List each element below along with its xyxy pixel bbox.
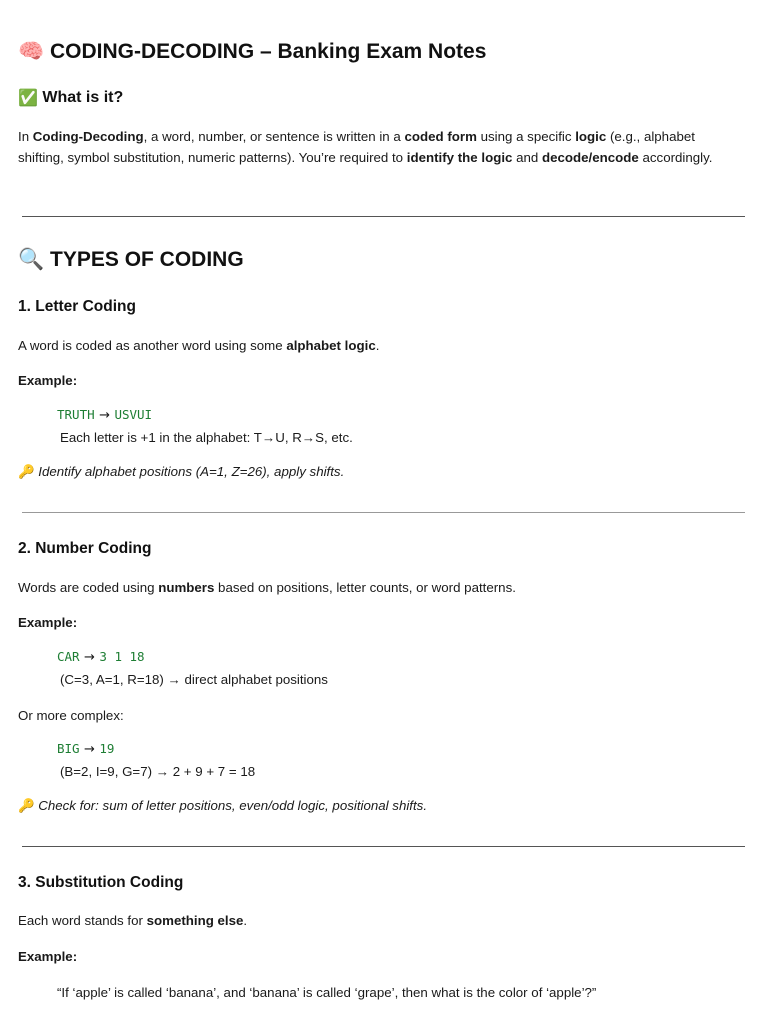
- tip-text: Identify alphabet positions (A=1, Z=26), apply shifts.: [38, 464, 345, 479]
- code-output: 19: [99, 741, 115, 756]
- code-example: [57, 406, 152, 424]
- code-example: [57, 740, 114, 758]
- brain-icon: 🧠: [18, 40, 45, 64]
- example-label: [18, 946, 77, 967]
- example-label-text: Example:: [18, 373, 78, 388]
- paragraph-bold-run: Coding-Decoding: [32, 129, 144, 144]
- what-heading: [18, 88, 123, 108]
- code-output: 3 1 18: [99, 649, 145, 664]
- arrow-icon: →: [99, 408, 110, 423]
- paragraph-text-run: and: [512, 150, 542, 165]
- intro-text: Words are coded using: [18, 580, 159, 595]
- code-explanation: Each letter is +1 in the alphabet: T→U, R→S, etc.: [60, 430, 353, 445]
- intro-bold: numbers: [158, 580, 215, 595]
- letter-coding-heading: 1. Letter Coding: [18, 298, 136, 315]
- code-explanation: (B=2, I=9, G=7) → 2 + 9 + 7 = 18: [60, 764, 256, 779]
- paragraph-text-run: using a specific: [476, 129, 576, 144]
- code-input: CAR: [57, 649, 80, 664]
- code-example: [57, 648, 145, 666]
- paragraph-text-run: (e.g., alphabet shifting, symbol substitution, numeric patterns). You’re required to: [18, 129, 695, 165]
- magnifier-icon: 🔍: [18, 248, 45, 272]
- example-label-text: Example:: [18, 615, 78, 630]
- page-title-text: CODING-DECODING – Banking Exam Notes: [50, 40, 487, 63]
- example-quote: “If ‘apple’ is called ‘banana’, and ‘banana’ is called ‘grape’, then what is the color of ‘apple’?”: [57, 985, 597, 1000]
- paragraph-bold-run: identify the logic: [406, 150, 513, 165]
- paragraph-text-run: , a word, number, or sentence is written in a: [143, 129, 405, 144]
- arrow-icon: →: [84, 742, 95, 757]
- example-label: [18, 612, 77, 633]
- intro-bold: something else: [146, 913, 244, 928]
- number-coding-intro: [18, 577, 516, 598]
- paragraph-bold-run: coded form: [404, 129, 477, 144]
- page-title: [18, 40, 486, 64]
- substitution-coding-intro: [18, 910, 247, 931]
- example-label: [18, 370, 77, 391]
- substitution-coding-heading: 3. Substitution Coding: [18, 874, 184, 891]
- what-heading-text: What is it?: [42, 89, 124, 107]
- types-heading: [18, 248, 244, 272]
- number-coding-heading: 2. Number Coding: [18, 540, 152, 557]
- paragraph-bold-run: logic: [575, 129, 607, 144]
- key-icon: 🔑: [18, 798, 35, 814]
- intro-text: .: [375, 338, 380, 353]
- intro-text: .: [243, 913, 248, 928]
- letter-coding-intro: [18, 335, 379, 356]
- types-heading-text: TYPES OF CODING: [50, 248, 244, 271]
- paragraph-bold-run: decode/encode: [542, 150, 639, 165]
- check-mark-icon: ✅: [18, 90, 38, 107]
- tip-text: Check for: sum of letter positions, even/odd logic, positional shifts.: [38, 798, 428, 813]
- code-input: TRUTH: [57, 407, 95, 422]
- tip-line: [18, 798, 427, 814]
- intro-bold: alphabet logic: [286, 338, 376, 353]
- tip-line: [18, 464, 344, 480]
- more-complex-label: Or more complex:: [18, 708, 124, 723]
- key-icon: 🔑: [18, 464, 35, 480]
- code-explanation: (C=3, A=1, R=18) → direct alphabet positions: [60, 672, 328, 687]
- divider: [22, 846, 745, 847]
- intro-text: Each word stands for: [18, 913, 147, 928]
- arrow-icon: →: [84, 650, 95, 665]
- paragraph-text-run: accordingly.: [638, 150, 713, 165]
- code-input: BIG: [57, 741, 80, 756]
- divider: [22, 512, 745, 513]
- code-output: USVUI: [114, 407, 153, 422]
- example-label-text: Example:: [18, 949, 78, 964]
- what-paragraph: [18, 126, 743, 168]
- paragraph-text-run: In: [18, 129, 33, 144]
- divider: [22, 216, 745, 217]
- intro-text: based on positions, letter counts, or word patterns.: [214, 580, 516, 595]
- intro-text: A word is coded as another word using some: [18, 338, 287, 353]
